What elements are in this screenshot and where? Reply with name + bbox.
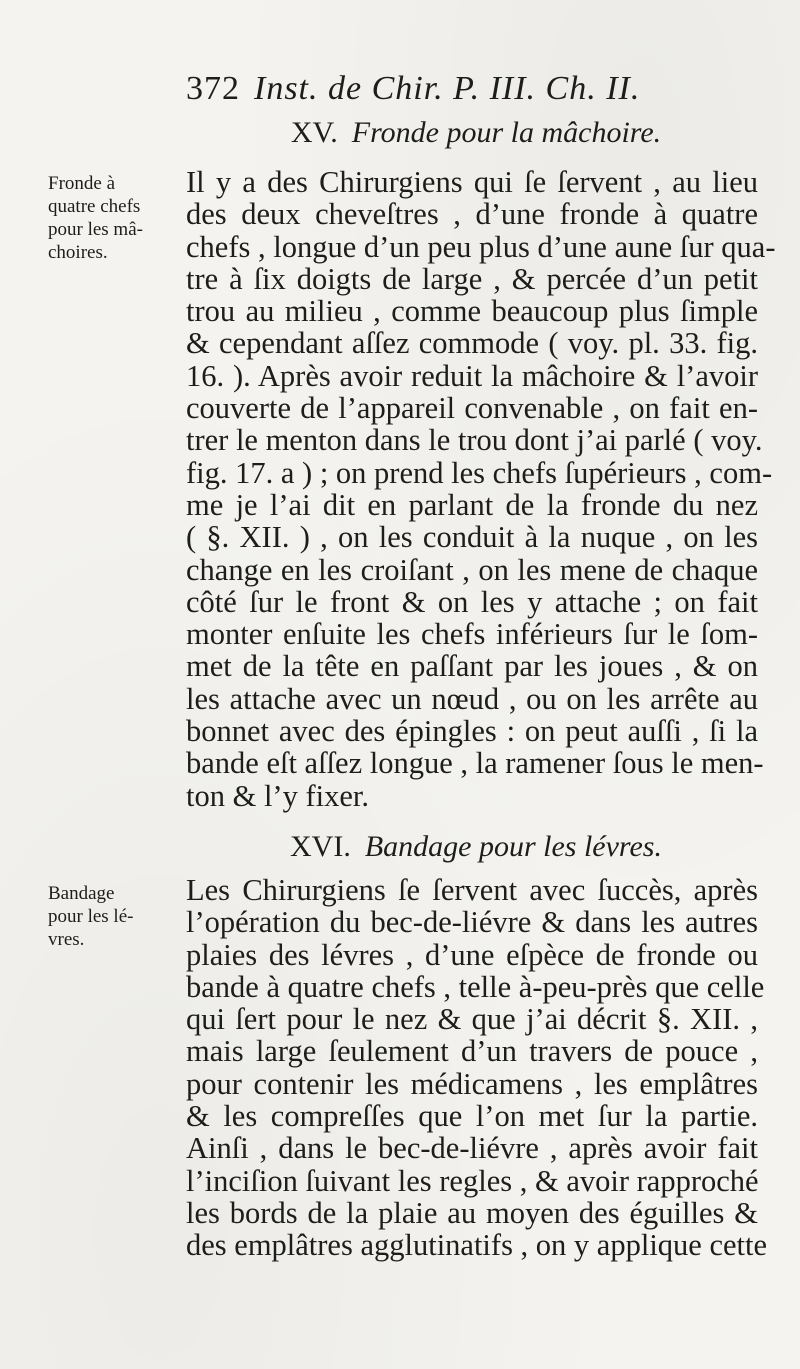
running-title: Inst. de Chir. P. III. Ch. II. (254, 70, 641, 107)
margin-note-line: quatre chefs (48, 196, 141, 217)
text-line: des deux cheveſtres , d’une fronde à quatre (186, 197, 758, 232)
text-line: pour contenir les médicamens , les emplâtres (186, 1066, 758, 1101)
text-line: les bords de la plaie au moyen des éguilles & (186, 1195, 758, 1230)
text-line: les attache avec un nœud , ou on les arrête au (186, 681, 758, 716)
text-line: Il y a des Chirurgiens qui ſe ſervent , au lieu (186, 165, 758, 199)
text-line: trer le menton dans le trou dont j’ai parlé ( voy. (186, 423, 763, 458)
running-head (186, 70, 766, 108)
margin-note-line: pour les mâ- (48, 219, 143, 240)
section-numeral: XV. (290, 116, 338, 149)
text-line: bande à quatre chefs , telle à-peu-près que celle (186, 969, 765, 1004)
text-line: l’inciſion ſuivant les regles , & avoir rapproché (186, 1163, 759, 1198)
text-line: & les compreſſes que l’on met ſur la partie. (186, 1099, 758, 1134)
text-line: bande eſt aſſez longue , la ramener ſous le men- (186, 746, 764, 781)
section-title-xv (186, 116, 766, 150)
text-line: couverte de l’appareil convenable , on fait en- (186, 391, 758, 426)
text-line: me je l’ai dit en parlant de la fronde du nez (186, 487, 758, 522)
section-body-xvi (186, 873, 768, 1263)
text-line: qui ſert pour le nez & que j’ai décrit §. XII. , (186, 1002, 758, 1037)
margin-note-line: Bandage (48, 883, 115, 904)
section-body-xv (186, 165, 776, 813)
text-line: fig. 17. a ) ; on prend les chefs ſupérieurs , com- (186, 455, 773, 490)
margin-note-line: pour les lé- (48, 906, 134, 927)
text-line: des emplâtres agglutinatifs , on y applique cette (186, 1228, 768, 1263)
text-line: ton & l’y fixer. (186, 778, 369, 813)
margin-note-bandage (48, 882, 178, 951)
page-number: 372 (186, 70, 240, 107)
text-line: trou au milieu , comme beaucoup plus ſimple (186, 294, 758, 329)
margin-note-line: choires. (48, 242, 108, 263)
margin-note-fronde (48, 172, 178, 264)
text-line: monter enſuite les chefs inférieurs ſur le ſom- (186, 617, 758, 652)
text-line: & cependant aſſez commode ( voy. pl. 33. fig. (186, 326, 758, 361)
text-line: mais large ſeulement d’un travers de pouce , (186, 1034, 758, 1069)
text-line: tre à ſix doigts de large , & percée d’un petit (186, 261, 758, 296)
section-title-xvi (186, 830, 766, 864)
text-line: côté ſur le front & on les y attache ; on fait (186, 584, 758, 619)
section-heading: Fronde pour la mâchoire. (351, 116, 662, 149)
margin-note-line: vres. (48, 929, 85, 950)
text-line: ( §. XII. ) , on les conduit à la nuque , on les (186, 520, 758, 555)
text-line: Ainſi , dans le bec-de-liévre , après avoir fait (186, 1131, 758, 1166)
text-line: change en les croiſant , on les mene de chaque (186, 552, 758, 587)
text-line: plaies des lévres , d’une eſpèce de fronde ou (186, 937, 758, 972)
text-line: bonnet avec des épingles : on peut auſſi , ſi la (186, 714, 758, 749)
section-numeral: XVI. (290, 830, 351, 863)
text-line: l’opération du bec-de-liévre & dans les autres (186, 905, 758, 940)
section-heading: Bandage pour les lévres. (364, 830, 662, 863)
text-line: 16. ). Après avoir reduit la mâchoire & l’avoir (186, 358, 758, 393)
text-line: chefs , longue d’un peu plus d’une aune ſur qua- (186, 229, 776, 264)
text-line: Les Chirurgiens ſe ſervent avec ſuccès, après (186, 873, 758, 907)
margin-note-line: Fronde à (48, 173, 116, 194)
text-line: met de la tête en paſſant par les joues , & on (186, 649, 758, 684)
